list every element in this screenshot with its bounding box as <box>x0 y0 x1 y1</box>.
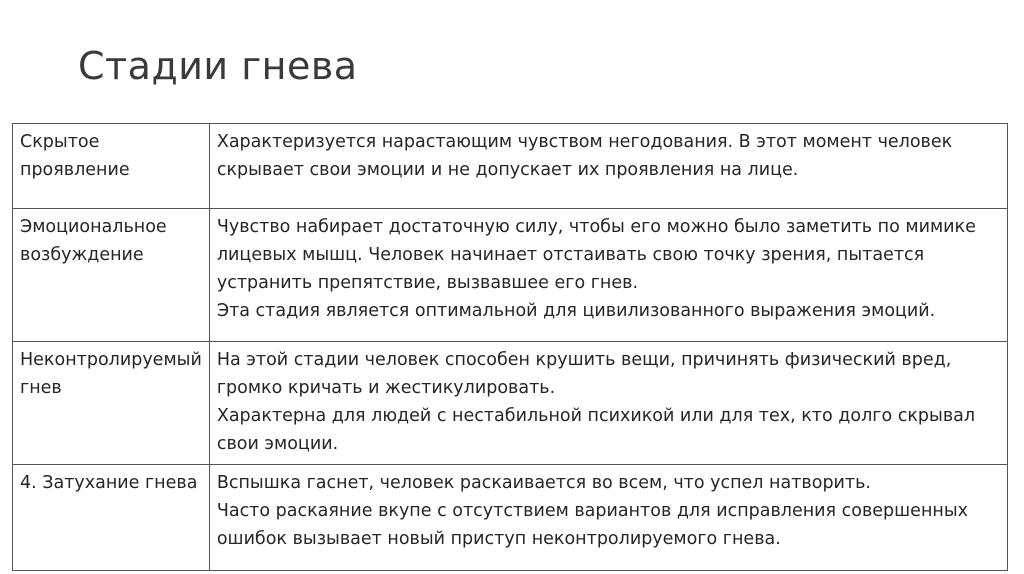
stage-name: 4. Затухание гнева <box>13 465 210 571</box>
slide-title: Стадии гнева <box>78 44 358 88</box>
stage-description <box>209 209 1007 342</box>
stage-name: Неконтролируемый гнев <box>13 342 210 465</box>
description-paragraph: Часто раскаяние вкупе с отсутствием вариантов для исправления совершенных ошибок вызывает новый приступ неконтролируемого гнева. <box>216 501 969 549</box>
stage-description <box>209 465 1007 571</box>
description-paragraph: Вспышка гаснет, человек раскаивается во всем, что успел натворить. <box>216 473 871 493</box>
stage-name: Эмоциональное возбуждение <box>13 209 210 342</box>
table-row <box>13 124 1008 209</box>
stage-description <box>209 124 1007 209</box>
stages-table <box>12 123 1008 571</box>
description-paragraph: На этой стадии человек способен крушить вещи, причинять физический вред, громко кричать и жестикулировать. <box>216 350 952 398</box>
description-paragraph: Характерна для людей с нестабильной психикой или для тех, кто долго скрывал свои эмоции. <box>216 406 976 454</box>
stage-name: Скрытое проявление <box>13 124 210 209</box>
description-paragraph: Характеризуется нарастающим чувством негодования. В этот момент человек скрывает свои эмоции и не допускает их проявления на лице. <box>216 132 953 180</box>
table-row <box>13 209 1008 342</box>
stage-description <box>209 342 1007 465</box>
description-paragraph: Чувство набирает достаточную силу, чтобы его можно было заметить по мимике лицевых мышц. Человек начинает отстаивать свою точку зрения, пытается устранить препятствие, вызвавшее его гнев. <box>216 217 976 293</box>
description-paragraph: Эта стадия является оптимальной для цивилизованного выражения эмоций. <box>216 301 936 321</box>
table-row <box>13 465 1008 571</box>
table-row <box>13 342 1008 465</box>
